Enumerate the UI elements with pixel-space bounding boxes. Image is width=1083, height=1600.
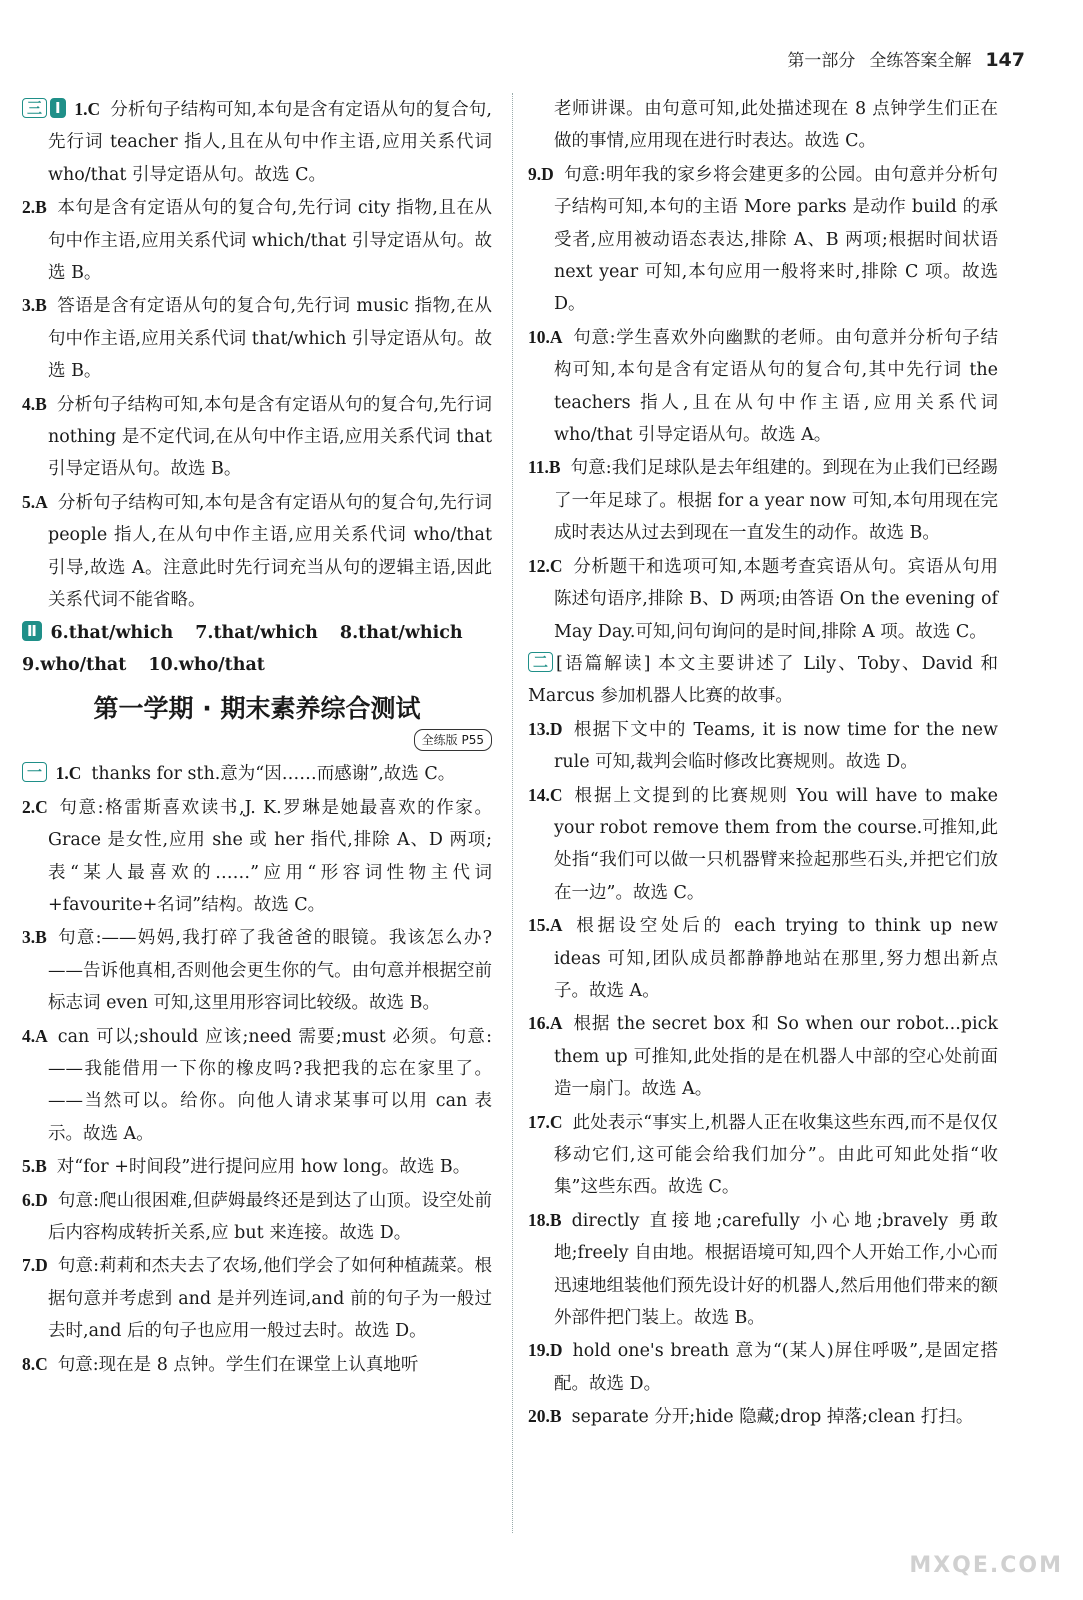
answer-number: 11.B <box>528 457 561 478</box>
answer-number: 3.B <box>22 295 47 316</box>
answer-text: 根据 the secret box 和 So when our robot...pick them up 可推知,此处指的是在机器人中部的空心处前面造一扇门。故选 A。 <box>554 1014 998 1100</box>
answer-9: 9.who/that <box>22 654 127 675</box>
answer-number: 15.A <box>528 915 563 936</box>
answer-item <box>528 909 998 1007</box>
version-badge: 全练版 P55 <box>414 729 492 751</box>
answer-item <box>22 1150 492 1183</box>
answer-6: 6.that/which <box>50 622 174 643</box>
version-badge-row <box>22 729 492 751</box>
answer-text: 对“for +时间段”进行提问应用 how long。故选 B。 <box>56 1157 471 1178</box>
answer-item <box>22 757 492 790</box>
answer-item <box>528 321 998 452</box>
answer-text: 句意:现在是 8 点钟。学生们在课堂上认真地听 <box>57 1354 419 1375</box>
answer-continuation: 老师讲课。由句意可知,此处描述现在 8 点钟学生们正在做的事情,应用现在进行时表达。故选 C。 <box>554 99 998 152</box>
answer-item <box>22 486 492 617</box>
answer-number: 5.B <box>22 1156 47 1177</box>
page-header <box>787 46 1025 71</box>
answer-item <box>22 289 492 387</box>
answer-item <box>528 1007 998 1105</box>
answer-8: 8.that/which <box>339 622 463 643</box>
page-number: 147 <box>985 49 1025 71</box>
fill-in-answers <box>22 649 492 681</box>
answer-item <box>528 1400 998 1433</box>
answer-text: directly 直接地;carefully 小心地;bravely 勇敢地;freely 自由地。根据语境可知,四个人开始工作,小心而迅速地组装他们预先设计好的机器人,然后用他们带来的额外部件把门装上。故选 B。 <box>554 1210 998 1329</box>
answer-item <box>22 921 492 1019</box>
answer-item <box>22 191 492 289</box>
subpart-tag: Ⅱ <box>22 621 42 641</box>
answer-text: 分析句子结构可知,本句是含有定语从句的复合句,先行词 people 指人,在从句中作主语,应用关系代词 who/that 引导,故选 A。注意此时先行词充当从句的逻辑主语,因此关系代词不能省略。 <box>48 492 492 611</box>
answer-item <box>528 1106 998 1204</box>
reading-label: [语篇解读] <box>556 653 651 674</box>
answer-text: 答语是含有定语从句的复合句,先行词 music 指物,在从句中作主语,应用关系代词 that/which 引导定语从句。故选 B。 <box>48 296 492 382</box>
reading-text: 本文主要讲述了 Lily、Toby、David 和 Marcus 参加机器人比赛的故事。 <box>528 653 998 707</box>
answer-number: 16.A <box>528 1013 563 1034</box>
answer-item <box>528 713 998 779</box>
part-tag: 三 <box>22 98 47 118</box>
answer-number: 19.D <box>528 1340 563 1361</box>
answer-number: 5.A <box>22 491 48 512</box>
answer-item <box>22 1184 492 1250</box>
answer-item <box>22 93 492 191</box>
answer-item <box>22 1249 492 1347</box>
answer-text: 句意:——妈妈,我打碎了我爸爸的眼镜。我该怎么办?——告诉他真相,否则他会更生你的气。由句意并根据空前标志词 even 可知,这里用形容词比较级。故选 B。 <box>48 928 492 1014</box>
answer-text: 本句是含有定语从句的复合句,先行词 city 指物,且在从句中作主语,应用关系代词 which/that 引导定语从句。故选 B。 <box>48 198 492 284</box>
answer-number: 2.C <box>22 796 48 817</box>
answer-number: 1.C <box>55 763 82 784</box>
answer-item <box>22 791 492 922</box>
answer-number: 6.D <box>22 1189 48 1210</box>
answer-text: hold one's breath 意为“(某人)屏住呼吸”,是固定搭配。故选 D。 <box>554 1341 998 1394</box>
answer-text: 分析句子结构可知,本句是含有定语从句的复合句,先行词 nothing 是不定代词,在从句中作主语,应用关系代词 that 引导定语从句。故选 B。 <box>48 394 492 480</box>
answer-text: 分析句子结构可知,本句是含有定语从句的复合句,先行词 teacher 指人,且在从句中作主语,应用关系代词 who/that 引导定语从句。故选 C。 <box>48 100 492 185</box>
answer-number: 10.A <box>528 326 563 347</box>
answer-number: 17.C <box>528 1111 563 1132</box>
answer-text: separate 分开;hide 隐藏;drop 掉落;clean 打扫。 <box>571 1407 974 1428</box>
answer-text: 句意:我们足球队是去年组建的。到现在为止我们已经踢了一年足球了。根据 for a year now 可知,本句用现在完成时表达从过去到现在一直发生的动作。故选 B。 <box>554 458 998 544</box>
answer-text: 句意:爬山很困难,但萨姆最终还是到达了山顶。设空处前后内容构成转折关系,应 but 来连接。故选 D。 <box>48 1190 492 1243</box>
answer-item <box>528 550 998 648</box>
reading-summary <box>528 648 998 713</box>
answer-text: 此处表示“事实上,机器人正在收集这些东西,而不是仅仅移动它们,这可能会给我们加分”。由此可知此处指“收集”这些东西。故选 C。 <box>554 1112 998 1198</box>
watermark: MXQE.COM <box>909 1553 1063 1578</box>
answer-10: 10.who/that <box>148 654 265 675</box>
answer-text: can 可以;should 应该;need 需要;must 必须。句意:——我能借用一下你的橡皮吗?我把我的忘在家里了。——当然可以。给你。向他人请求某事可以用 can 表示。故选 A。 <box>48 1026 492 1144</box>
right-column <box>528 93 998 1434</box>
subpart-tag: Ⅰ <box>50 98 66 118</box>
answer-number: 12.C <box>528 555 563 576</box>
answer-number: 9.D <box>528 163 554 184</box>
answer-number: 3.B <box>22 927 47 948</box>
answer-item <box>528 1204 998 1335</box>
answer-item <box>22 1020 492 1151</box>
fill-in-answers <box>22 617 492 649</box>
answer-number: 20.B <box>528 1406 562 1427</box>
part-tag: 二 <box>528 652 553 672</box>
left-column <box>22 93 492 1381</box>
answer-7: 7.that/which <box>195 622 318 643</box>
answer-number: 7.D <box>22 1255 48 1276</box>
answer-text: 根据设空处后的 each trying to think up new ideas 可知,团队成员都静静地站在那里,努力想出新点子。故选 A。 <box>554 916 998 1001</box>
answer-number: 1.C <box>74 99 101 119</box>
answer-item <box>22 1348 492 1381</box>
header-title: 全练答案全解 <box>869 51 972 71</box>
answer-number: 13.D <box>528 718 563 739</box>
answer-text: 根据下文中的 Teams, it is now time for the new rule 可知,裁判会临时修改比赛规则。故选 D。 <box>554 719 998 773</box>
answer-number: 4.A <box>22 1025 48 1046</box>
answer-item <box>528 1334 998 1400</box>
answer-number: 8.C <box>22 1353 48 1374</box>
part-tag: 一 <box>22 762 47 782</box>
answer-number: 2.B <box>22 197 47 218</box>
answer-number: 4.B <box>22 393 47 414</box>
answer-number: 18.B <box>528 1209 562 1230</box>
answer-number: 14.C <box>528 784 563 805</box>
answer-item <box>528 451 998 549</box>
answer-text: 分析题干和选项可知,本题考查宾语从句。宾语从句用陈述句语序,排除 B、D 两项;由答语 On the evening of May Day.可知,问句询问的是时间,排除 A 项。故选 C。 <box>554 556 998 642</box>
answer-text: thanks for sth.意为“因……而感谢”,故选 C。 <box>91 764 456 785</box>
answer-text: 句意:学生喜欢外向幽默的老师。由句意并分析句子结构可知,本句是含有定语从句的复合句,其中先行词 the teachers 指人,且在从句中作主语,应用关系代词 who/that 引导定语从句。故选 A。 <box>554 327 998 446</box>
answer-item <box>22 388 492 486</box>
answer-item <box>528 779 998 910</box>
answer-text: 句意:格雷斯喜欢读书,J. K.罗琳是她最喜欢的作家。Grace 是女性,应用 she 或 her 指代,排除 A、D 两项;表“某人最喜欢的……”应用“形容词性物主代词+favourite+名词”结构。故选 C。 <box>48 797 492 915</box>
header-section: 第一部分 <box>787 51 856 71</box>
section-title: 第一学期 · 期末素养综合测试 <box>93 694 421 724</box>
answer-item <box>528 158 998 321</box>
answer-text: 句意:莉莉和杰夫去了农场,他们学会了如何种植蔬菜。根据句意并考虑到 and 是并列连词,and 前的句子为一般过去时,and 后的句子也应用一般过去时。故选 D。 <box>48 1256 492 1342</box>
answer-text: 句意:明年我的家乡将会建更多的公园。由句意并分析句子结构可知,本句的主语 More parks 是动作 build 的承受者,应用被动语态表达,排除 A、B 两项;根据时间状语 next year 可知,本句应用一般将来时,排除 C 项。故选 D。 <box>554 164 998 315</box>
column-divider <box>512 93 513 1533</box>
answer-text: 根据上文提到的比赛规则 You will have to make your robot remove them from the course.可推知,此处指“我们可以做一只机器臂来捡起那些石头,并把它们放在一边”。故选 C。 <box>554 785 998 903</box>
